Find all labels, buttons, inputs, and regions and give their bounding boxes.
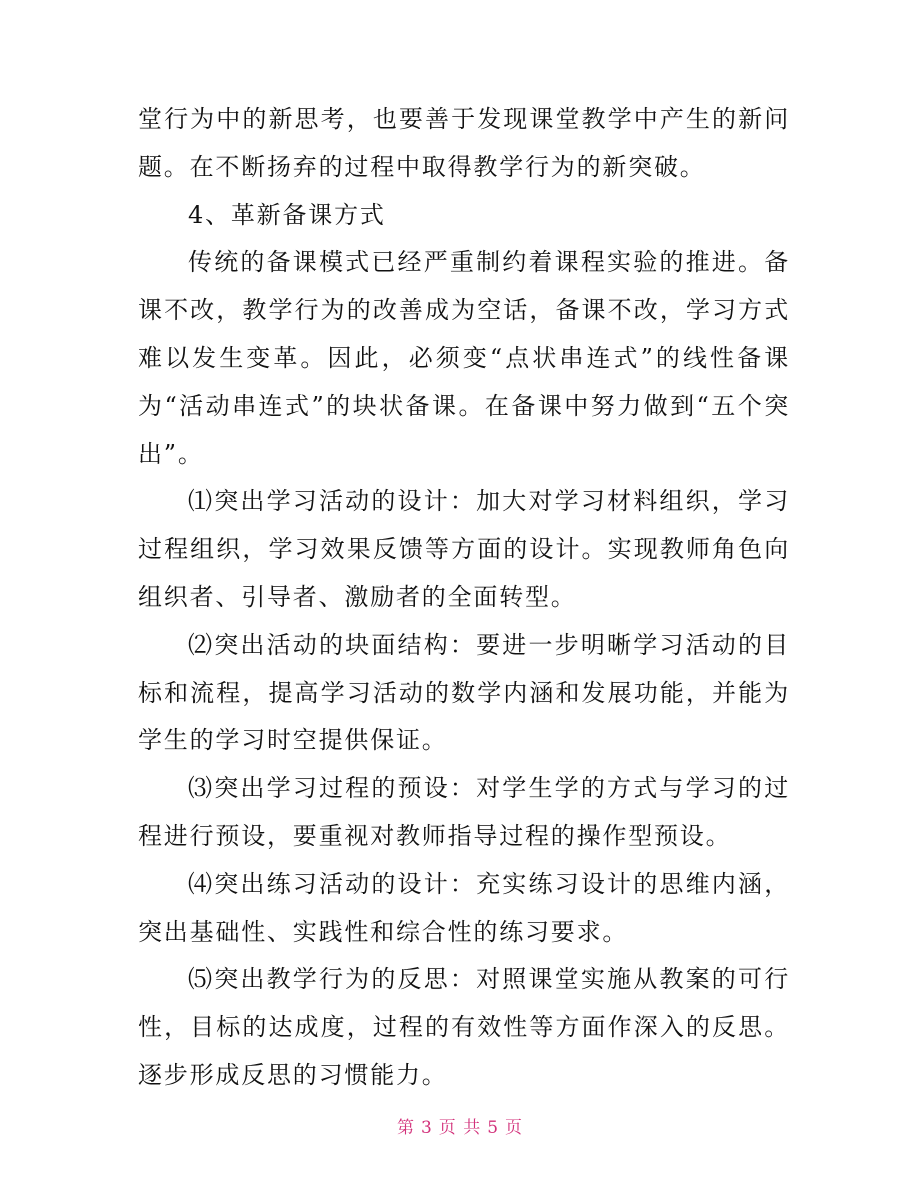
list-item-3: ⑶突出学习过程的预设：对学生学的方式与学习的过程进行预设，要重视对教师指导过程的操作型预设。 <box>138 774 790 850</box>
list-item-2: ⑵突出活动的块面结构：要进一步明晰学习活动的目标和流程，提高学习活动的数学内涵和发展功能，并能为学生的学习时空提供保证。 <box>138 630 790 755</box>
paragraph-intro: 传统的备课模式已经严重制约着课程实验的推进。备课不改，教学行为的改善成为空话，备课不改，学习方式难以发生变革。因此，必须变“点状串连式”的线性备课为“活动串连式”的块状备课。在备课中努力做到“五个突出”。 <box>138 248 790 468</box>
footer-suffix: 页 <box>505 1118 524 1138</box>
document-body <box>138 96 790 1100</box>
page-footer <box>0 1113 920 1138</box>
section-heading: 4、革新备课方式 <box>188 200 386 229</box>
footer-page-number: 3 <box>420 1118 433 1138</box>
list-item-4: ⑷突出练习活动的设计：充实练习设计的思维内涵，突出基础性、实践性和综合性的练习要求。 <box>138 869 790 946</box>
footer-middle: 页 共 <box>438 1118 482 1138</box>
footer-prefix: 第 <box>396 1118 415 1138</box>
list-item-1: ⑴突出学习活动的设计：加大对学习材料组织，学习过程组织，学习效果反馈等方面的设计。实现教师角色向组织者、引导者、激励者的全面转型。 <box>138 487 790 611</box>
footer-total-pages: 5 <box>487 1118 500 1138</box>
list-item-5: ⑸突出教学行为的反思：对照课堂实施从教案的可行性，目标的达成度，过程的有效性等方面作深入的反思。逐步形成反思的习惯能力。 <box>138 965 790 1089</box>
paragraph-continuation: 堂行为中的新思考，也要善于发现课堂教学中产生的新问题。在不断扬弃的过程中取得教学行为的新突破。 <box>138 105 790 181</box>
